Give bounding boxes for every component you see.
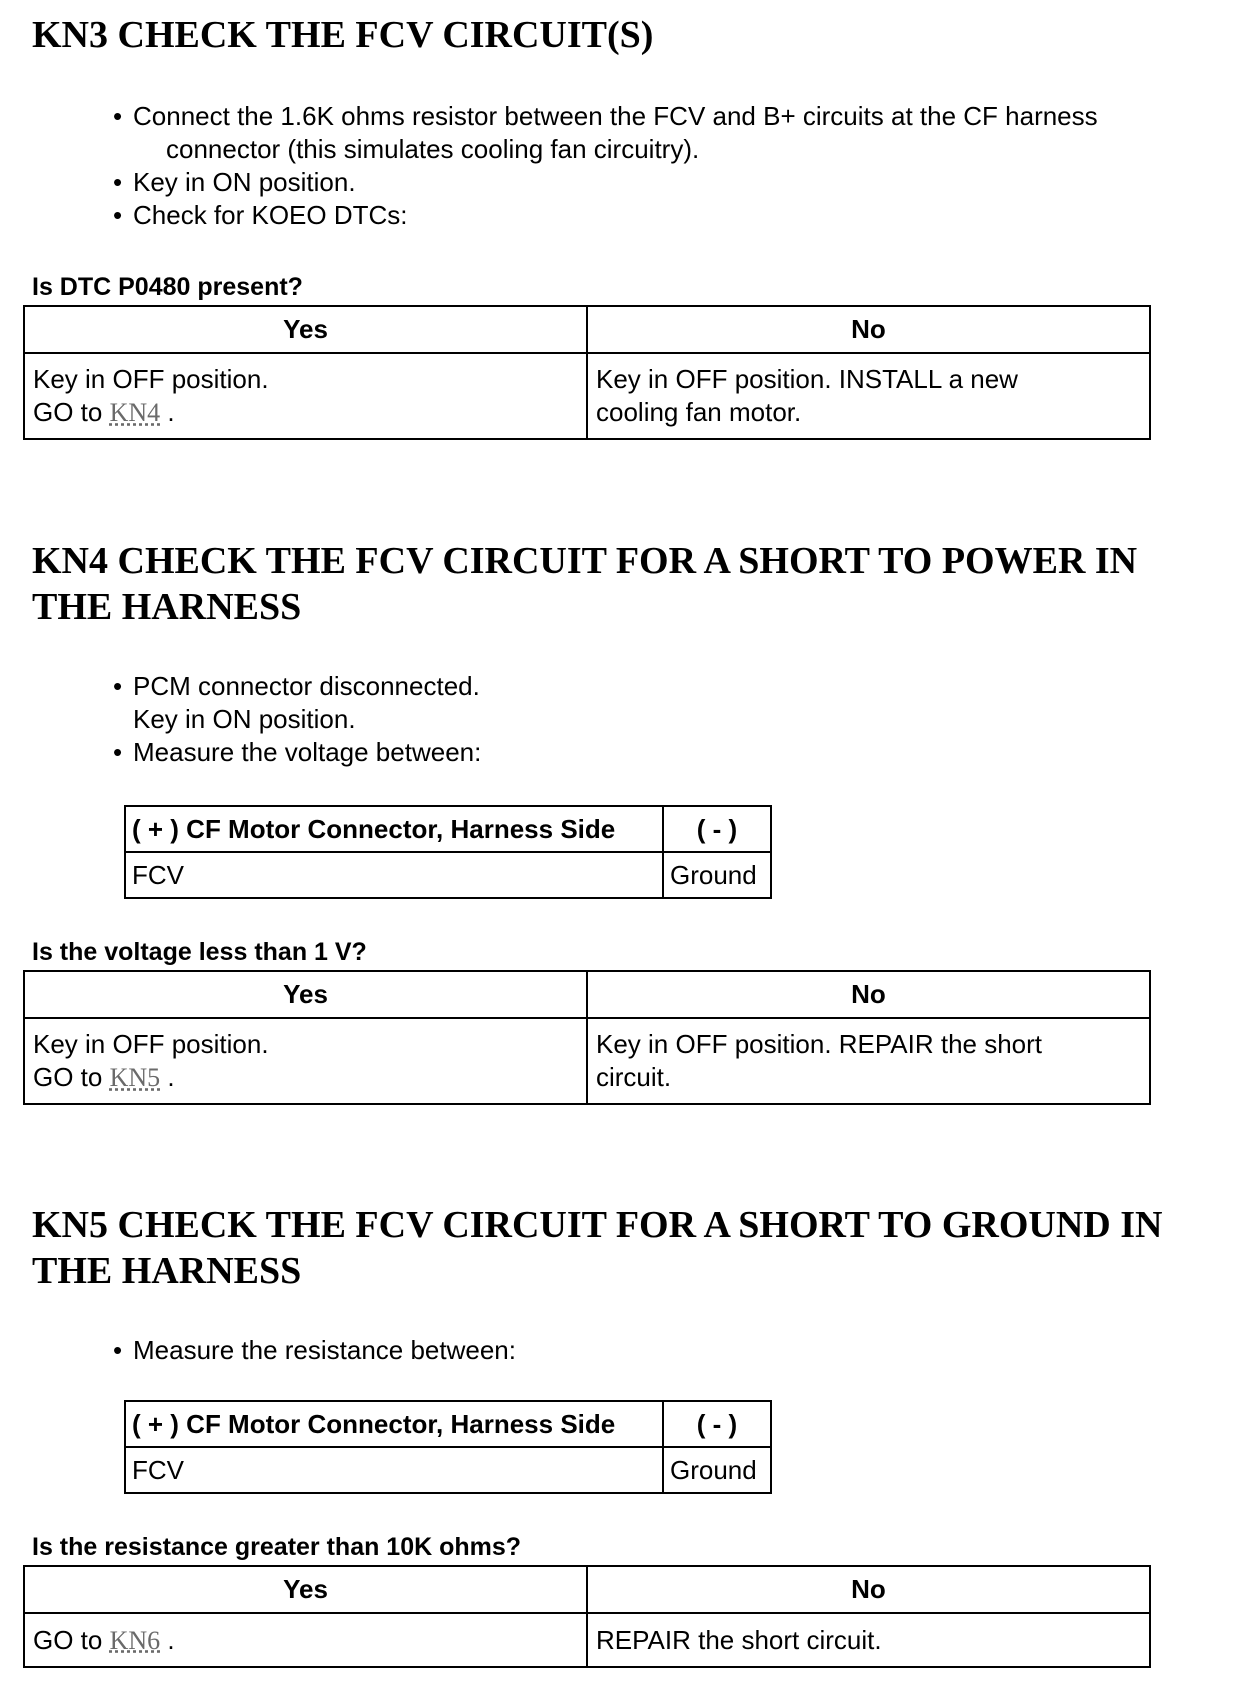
kn4-bullet-item [113, 670, 481, 703]
no-line: Key in OFF position. REPAIR the short [596, 1029, 1043, 1059]
kn3-question: Is DTC P0480 present? [32, 273, 303, 301]
kn3-bullet-text: Connect the 1.6K ohms resistor between the FCV and B+ circuits at the CF harness [133, 101, 1098, 131]
goto-suffix: . [160, 397, 175, 427]
kn3-bullet-list [113, 100, 1098, 232]
kn3-bullet-item [113, 166, 1098, 199]
no-line: cooling fan motor. [596, 397, 802, 427]
goto-line [33, 1624, 578, 1657]
kn3-bullet-continuation [113, 133, 1098, 166]
no-header: No [587, 1566, 1150, 1613]
kn5-heading-line: KN5 CHECK THE FCV CIRCUIT FOR A SHORT TO GROUND IN [32, 1204, 1163, 1246]
kn4-bullet-item [113, 703, 481, 736]
goto-label: GO to [33, 1624, 103, 1655]
negative-header: ( - ) [663, 1401, 771, 1447]
kn4-bullet-item [113, 736, 481, 769]
goto-line [33, 1061, 578, 1094]
goto-label: GO to [33, 1062, 103, 1092]
goto-label: GO to [33, 397, 103, 427]
positive-value: FCV [125, 852, 663, 898]
kn4-measure-table [124, 805, 772, 899]
no-line: REPAIR the short circuit. [596, 1624, 882, 1655]
kn5-link[interactable]: KN5 [109, 1063, 161, 1092]
kn4-heading [32, 538, 1137, 630]
no-line: circuit. [596, 1062, 672, 1092]
kn3-bullet-text: Key in ON position. [133, 167, 356, 197]
positive-header: ( + ) CF Motor Connector, Harness Side [125, 806, 663, 852]
goto-line [33, 396, 578, 429]
kn3-bullet-text: connector (this simulates cooling fan circuitry). [166, 134, 700, 164]
yes-cell [24, 1613, 587, 1667]
kn4-bullet-text: PCM connector disconnected. [133, 671, 480, 701]
no-cell [587, 1018, 1150, 1104]
kn3-heading: KN3 CHECK THE FCV CIRCUIT(S) [32, 14, 654, 56]
yes-line: Key in OFF position. [33, 364, 269, 394]
yes-header: Yes [24, 1566, 587, 1613]
no-header: No [587, 306, 1150, 353]
goto-suffix: . [160, 1624, 175, 1655]
kn4-bullet-list [113, 670, 481, 769]
kn4-heading-line: KN4 CHECK THE FCV CIRCUIT FOR A SHORT TO POWER IN [32, 540, 1138, 582]
kn5-result-table [23, 1565, 1151, 1668]
kn3-bullet-item [113, 199, 1098, 232]
kn4-result-table [23, 970, 1151, 1105]
no-cell [587, 1613, 1150, 1667]
kn6-link[interactable]: KN6 [109, 1625, 161, 1655]
yes-header: Yes [24, 971, 587, 1018]
kn4-question: Is the voltage less than 1 V? [32, 938, 367, 966]
no-cell [587, 353, 1150, 439]
negative-header: ( - ) [663, 806, 771, 852]
yes-header: Yes [24, 306, 587, 353]
yes-line: Key in OFF position. [33, 1029, 269, 1059]
negative-value: Ground [663, 1447, 771, 1493]
kn5-heading-line: THE HARNESS [32, 1250, 302, 1292]
kn3-result-table [23, 305, 1151, 440]
yes-cell [24, 353, 587, 439]
yes-cell [24, 1018, 587, 1104]
kn4-heading-line: THE HARNESS [32, 586, 302, 628]
negative-value: Ground [663, 852, 771, 898]
kn5-bullet-list [113, 1334, 516, 1367]
kn5-question: Is the resistance greater than 10K ohms? [32, 1533, 522, 1561]
kn4-link[interactable]: KN4 [109, 398, 161, 427]
kn3-bullet-item [113, 100, 1098, 133]
goto-suffix: . [160, 1062, 175, 1092]
kn5-bullet-item [113, 1334, 516, 1367]
no-line: Key in OFF position. INSTALL a new [596, 364, 1018, 394]
no-header: No [587, 971, 1150, 1018]
kn5-measure-table [124, 1400, 772, 1494]
kn4-bullet-text: Measure the voltage between: [133, 737, 482, 767]
kn4-bullet-text: Key in ON position. [133, 704, 356, 734]
positive-value: FCV [125, 1447, 663, 1493]
positive-header: ( + ) CF Motor Connector, Harness Side [125, 1401, 663, 1447]
kn5-bullet-text: Measure the resistance between: [133, 1335, 516, 1365]
kn5-heading [32, 1202, 1162, 1294]
kn3-bullet-text: Check for KOEO DTCs: [133, 200, 408, 230]
